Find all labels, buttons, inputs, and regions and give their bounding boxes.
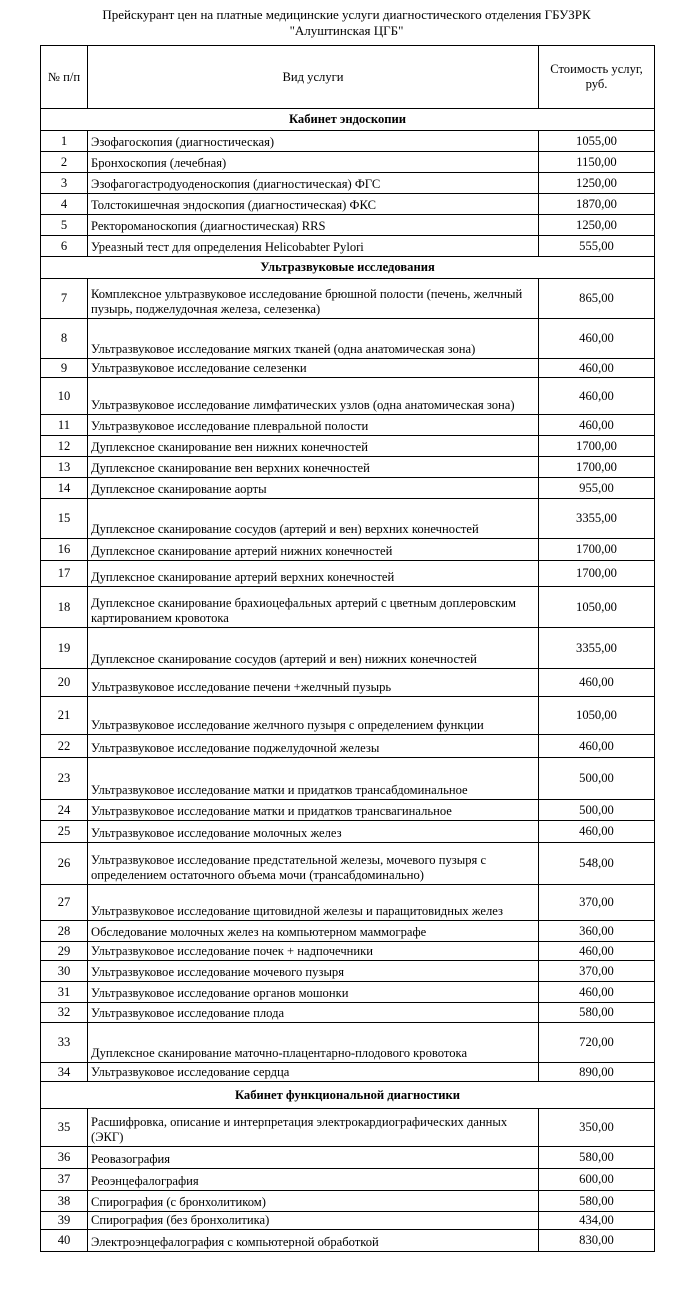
service-name: Эзофагогастродуоденоскопия (диагностическая) ФГС: [88, 173, 539, 194]
service-name: Уреазный тест для определения Helicobabter Pylori: [88, 236, 539, 257]
row-number: 33: [41, 1023, 88, 1063]
row-number: 24: [41, 800, 88, 821]
service-price: 890,00: [539, 1063, 655, 1082]
row-number: 7: [41, 279, 88, 319]
row-number: 27: [41, 885, 88, 921]
service-price: 548,00: [539, 843, 655, 885]
row-number: 37: [41, 1169, 88, 1191]
table-row: [41, 942, 655, 961]
row-number: 12: [41, 436, 88, 457]
service-price: 1700,00: [539, 436, 655, 457]
service-name: Реоэнцефалография: [88, 1169, 539, 1191]
table-row: [41, 152, 655, 173]
document-title: [40, 7, 653, 39]
service-name: Ультразвуковое исследование почек + надпочечники: [88, 942, 539, 961]
price-list-table: [40, 45, 655, 1252]
service-price: 460,00: [539, 735, 655, 758]
document-title-line1: Прейскурант цен на платные медицинские услуги диагностического отделения ГБУЗРК: [102, 7, 591, 22]
service-name: Ультразвуковое исследование печени +желчный пузырь: [88, 669, 539, 697]
service-name: Ультразвуковое исследование молочных желез: [88, 821, 539, 843]
table-row: [41, 173, 655, 194]
service-name: Дуплексное сканирование сосудов (артерий и вен) верхних конечностей: [88, 499, 539, 539]
row-number: 13: [41, 457, 88, 478]
section-row: [41, 1082, 655, 1109]
service-price: 1700,00: [539, 457, 655, 478]
table-row: [41, 921, 655, 942]
service-name: Дуплексное сканирование вен верхних конечностей: [88, 457, 539, 478]
table-row: [41, 961, 655, 982]
table-row: [41, 885, 655, 921]
row-number: 3: [41, 173, 88, 194]
table-row: [41, 1003, 655, 1023]
service-price: 580,00: [539, 1003, 655, 1023]
service-name: Дуплексное сканирование артерий нижних конечностей: [88, 539, 539, 561]
service-name: Ультразвуковое исследование желчного пузыря с определением функции: [88, 697, 539, 735]
service-name: Толстокишечная эндоскопия (диагностическая) ФКС: [88, 194, 539, 215]
row-number: 39: [41, 1212, 88, 1230]
service-price: 370,00: [539, 961, 655, 982]
table-row: [41, 1063, 655, 1082]
section-title: Ультразвуковые исследования: [41, 257, 655, 279]
table-row: [41, 319, 655, 359]
service-price: 460,00: [539, 415, 655, 436]
row-number: 40: [41, 1230, 88, 1252]
service-price: 555,00: [539, 236, 655, 257]
table-row: [41, 378, 655, 415]
service-price: 1150,00: [539, 152, 655, 173]
service-price: 580,00: [539, 1191, 655, 1212]
table-row: [41, 1230, 655, 1252]
service-price: 955,00: [539, 478, 655, 499]
table-row: [41, 628, 655, 669]
service-name: Обследование молочных желез на компьютерном маммографе: [88, 921, 539, 942]
table-row: [41, 800, 655, 821]
service-price: 1250,00: [539, 173, 655, 194]
table-row: [41, 1147, 655, 1169]
table-row: [41, 1023, 655, 1063]
service-price: 460,00: [539, 982, 655, 1003]
row-number: 22: [41, 735, 88, 758]
row-number: 38: [41, 1191, 88, 1212]
row-number: 17: [41, 561, 88, 587]
service-name: Ультразвуковое исследование сердца: [88, 1063, 539, 1082]
service-name: Реовазография: [88, 1147, 539, 1169]
service-price: 600,00: [539, 1169, 655, 1191]
table-row: [41, 194, 655, 215]
service-name: Ультразвуковое исследование мочевого пузыря: [88, 961, 539, 982]
row-number: 1: [41, 131, 88, 152]
row-number: 6: [41, 236, 88, 257]
table-row: [41, 279, 655, 319]
table-header-row: [41, 46, 655, 109]
service-name: Ультразвуковое исследование плевральной полости: [88, 415, 539, 436]
table-row: [41, 457, 655, 478]
service-price: 1700,00: [539, 561, 655, 587]
row-number: 20: [41, 669, 88, 697]
table-row: [41, 697, 655, 735]
service-price: 1700,00: [539, 539, 655, 561]
service-price: 350,00: [539, 1109, 655, 1147]
row-number: 36: [41, 1147, 88, 1169]
row-number: 11: [41, 415, 88, 436]
table-body: [41, 109, 655, 1252]
service-price: 460,00: [539, 669, 655, 697]
service-name: Ультразвуковое исследование матки и придатков трансвагинальное: [88, 800, 539, 821]
section-title: Кабинет эндоскопии: [41, 109, 655, 131]
table-row: [41, 1109, 655, 1147]
service-name: Дуплексное сканирование сосудов (артерий и вен) нижних конечностей: [88, 628, 539, 669]
service-name: Ультразвуковое исследование органов мошонки: [88, 982, 539, 1003]
table-row: [41, 478, 655, 499]
table-row: [41, 1169, 655, 1191]
row-number: 21: [41, 697, 88, 735]
service-name: Дуплексное сканирование брахиоцефальных артерий с цветным доплеровским картированием кровотока: [88, 587, 539, 628]
service-price: 3355,00: [539, 628, 655, 669]
table-row: [41, 215, 655, 236]
row-number: 9: [41, 359, 88, 378]
table-row: [41, 561, 655, 587]
table-row: [41, 436, 655, 457]
table-row: [41, 843, 655, 885]
service-price: 1055,00: [539, 131, 655, 152]
service-price: 460,00: [539, 359, 655, 378]
header-number: № п/п: [41, 46, 88, 109]
service-name: Спирография (с бронхолитиком): [88, 1191, 539, 1212]
row-number: 25: [41, 821, 88, 843]
service-name: Ультразвуковое исследование предстательной железы, мочевого пузыря с определением остаточного объема мочи (трансабдоминально): [88, 843, 539, 885]
service-name: Ректороманоскопия (диагностическая) RRS: [88, 215, 539, 236]
row-number: 26: [41, 843, 88, 885]
table-row: [41, 1212, 655, 1230]
service-price: 3355,00: [539, 499, 655, 539]
row-number: 30: [41, 961, 88, 982]
row-number: 8: [41, 319, 88, 359]
row-number: 28: [41, 921, 88, 942]
service-name: Дуплексное сканирование маточно-плацентарно-плодового кровотока: [88, 1023, 539, 1063]
row-number: 18: [41, 587, 88, 628]
row-number: 5: [41, 215, 88, 236]
service-name: Бронхоскопия (лечебная): [88, 152, 539, 173]
service-price: 1050,00: [539, 697, 655, 735]
service-price: 370,00: [539, 885, 655, 921]
row-number: 16: [41, 539, 88, 561]
table-row: [41, 735, 655, 758]
row-number: 2: [41, 152, 88, 173]
service-name: Ультразвуковое исследование лимфатических узлов (одна анатомическая зона): [88, 378, 539, 415]
service-name: Ультразвуковое исследование щитовидной железы и паращитовидных желез: [88, 885, 539, 921]
service-price: 830,00: [539, 1230, 655, 1252]
service-price: 360,00: [539, 921, 655, 942]
row-number: 4: [41, 194, 88, 215]
service-price: 434,00: [539, 1212, 655, 1230]
section-title: Кабинет функциональной диагностики: [41, 1082, 655, 1109]
row-number: 23: [41, 758, 88, 800]
row-number: 34: [41, 1063, 88, 1082]
table-row: [41, 982, 655, 1003]
table-row: [41, 821, 655, 843]
table-row: [41, 587, 655, 628]
document-title-line2: "Алуштинская ЦГБ": [289, 23, 404, 38]
table-row: [41, 1191, 655, 1212]
row-number: 19: [41, 628, 88, 669]
table-row: [41, 236, 655, 257]
section-row: [41, 257, 655, 279]
service-name: Ультразвуковое исследование поджелудочной железы: [88, 735, 539, 758]
table-row: [41, 131, 655, 152]
service-price: 580,00: [539, 1147, 655, 1169]
row-number: 14: [41, 478, 88, 499]
table-row: [41, 669, 655, 697]
service-name: Дуплексное сканирование аорты: [88, 478, 539, 499]
service-price: 460,00: [539, 821, 655, 843]
section-row: [41, 109, 655, 131]
service-name: Ультразвуковое исследование селезенки: [88, 359, 539, 378]
service-price: 1870,00: [539, 194, 655, 215]
table-row: [41, 359, 655, 378]
service-price: 865,00: [539, 279, 655, 319]
service-name: Комплексное ультразвуковое исследование брюшной полости (печень, желчный пузырь, поджелудочная железа, селезенка): [88, 279, 539, 319]
header-service: Вид услуги: [88, 46, 539, 109]
table-row: [41, 758, 655, 800]
service-name: Дуплексное сканирование артерий верхних конечностей: [88, 561, 539, 587]
row-number: 10: [41, 378, 88, 415]
row-number: 29: [41, 942, 88, 961]
table-row: [41, 415, 655, 436]
service-price: 460,00: [539, 942, 655, 961]
row-number: 35: [41, 1109, 88, 1147]
service-price: 460,00: [539, 319, 655, 359]
service-name: Ультразвуковое исследование мягких тканей (одна анатомическая зона): [88, 319, 539, 359]
service-price: 500,00: [539, 758, 655, 800]
service-price: 720,00: [539, 1023, 655, 1063]
row-number: 31: [41, 982, 88, 1003]
table-row: [41, 539, 655, 561]
service-name: Ультразвуковое исследование матки и придатков трансабдоминальное: [88, 758, 539, 800]
row-number: 15: [41, 499, 88, 539]
service-price: 460,00: [539, 378, 655, 415]
header-price: Стоимость услуг, руб.: [539, 46, 655, 109]
service-name: Расшифровка, описание и интерпретация электрокардиографических данных (ЭКГ): [88, 1109, 539, 1147]
service-name: Спирография (без бронхолитика): [88, 1212, 539, 1230]
service-price: 1050,00: [539, 587, 655, 628]
service-name: Эзофагоскопия (диагностическая): [88, 131, 539, 152]
row-number: 32: [41, 1003, 88, 1023]
service-name: Дуплексное сканирование вен нижних конечностей: [88, 436, 539, 457]
table-row: [41, 499, 655, 539]
service-name: Электроэнцефалография с компьютерной обработкой: [88, 1230, 539, 1252]
service-name: Ультразвуковое исследование плода: [88, 1003, 539, 1023]
service-price: 500,00: [539, 800, 655, 821]
service-price: 1250,00: [539, 215, 655, 236]
